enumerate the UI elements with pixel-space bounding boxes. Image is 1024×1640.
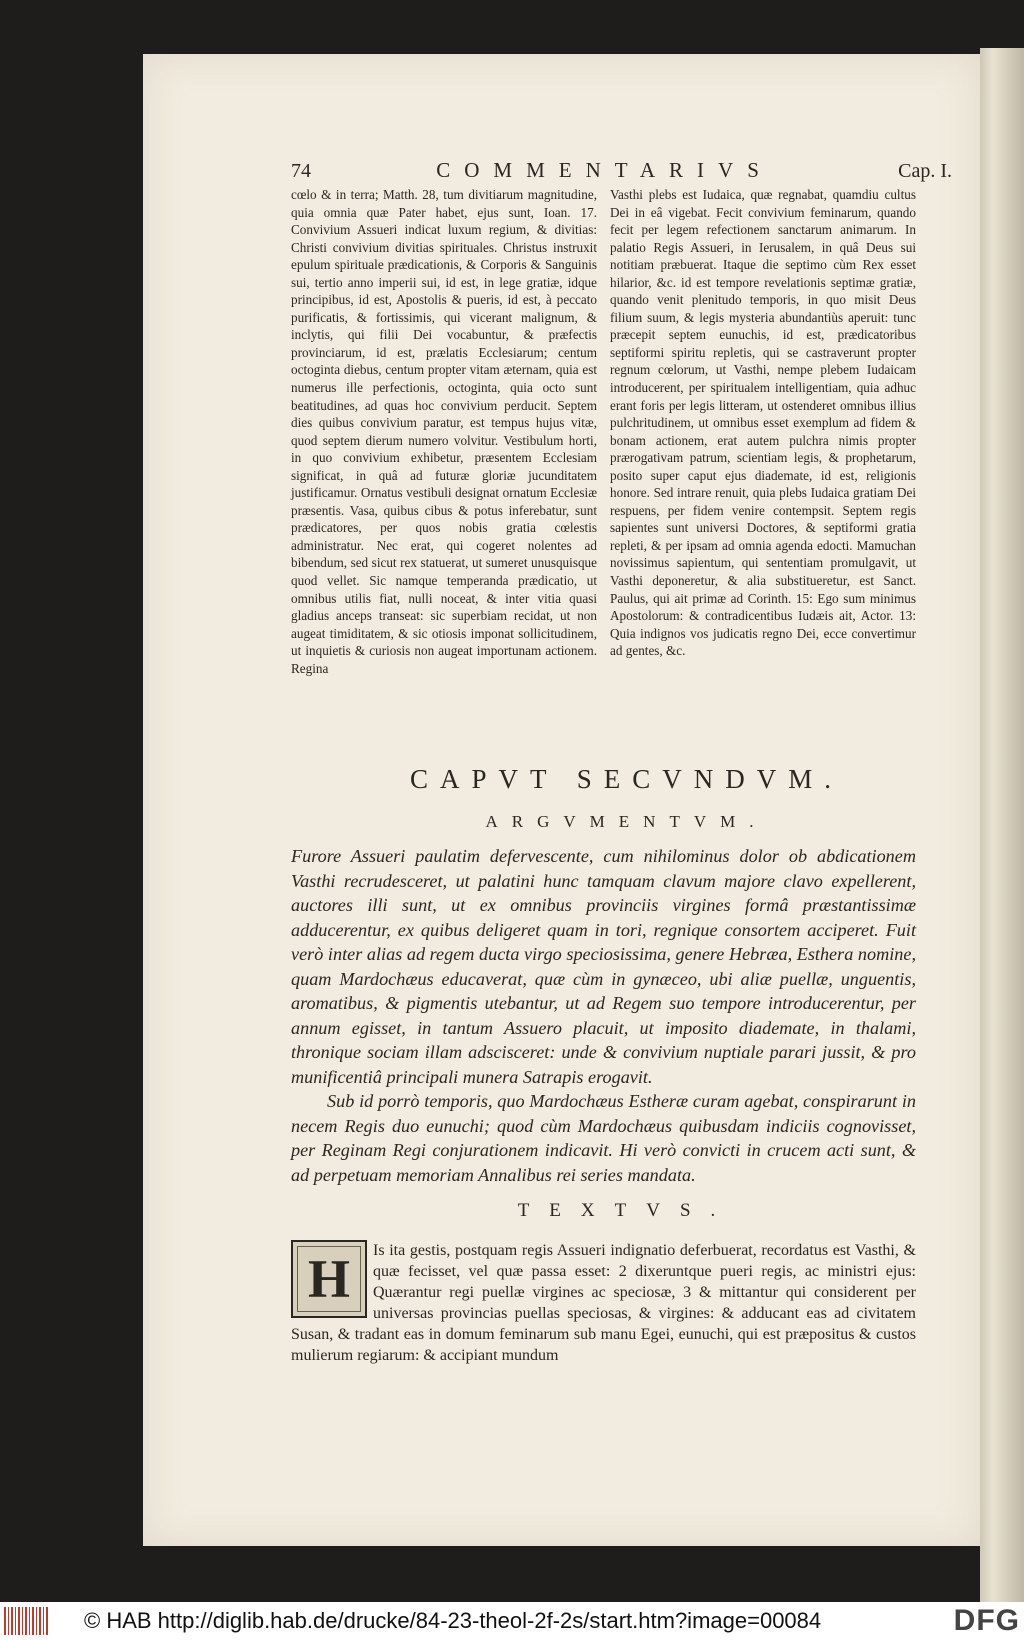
chapter-heading: CAPVT SECVNDVM.	[409, 764, 844, 794]
footer-bar	[0, 1602, 1024, 1640]
chapter-label: Cap. I.	[898, 160, 952, 182]
adjacent-page-edge	[980, 48, 1024, 1608]
two-column-commentary	[291, 186, 916, 677]
book-page	[143, 54, 980, 1546]
left-column-text: cœlo & in terra; Matth. 28, tum divitiarum magnitudine, quia omnia quæ Pater habet, ejus sunt, Ioan. 17. Convivium Assueri indicat luxum regium, & divitias: Christi convivium divitias spirituales. Christus instruxit epulum spirituale prædicationis, & Corporis & Sanguinis sui, tertio anno imperii sui, id est, in lege gratiæ, idque principibus, id est, Apostolis & pueris, id est, à peccato purificatis, & fortissimis, qui vicerant malignum, & inclytis, qui filii Dei vocabuntur, & præfectis provinciarum, id est, prælatis Ecclesiarum; centum octoginta diebus, centum propter vitam æternam, quia est numerus ille perfectionis, octoginta, quia octo sunt beatitudines, ad quas hoc convivium perducit. Septem dies quibus convivium paratur, est tempus hujus vitæ, quod septem dierum numero volvitur. Vestibulum horti, in quo convivium exhibetur, præsentem Ecclesiam significat, in quâ ad futuræ gloriæ jucunditatem justificamur. Ornatus vestibuli designat ornatum Ecclesiæ præsentis. Vasa, quibus cibus & potus inferebatur, sunt prædicatores, per quos nobis gratia cœlestis administratur. Nec erat, qui cogeret nolentes ad bibendum, sed sicut rex statuerat, ut sumeret unusquisque quod vellet. Sic namque temperanda prædicatio, ut omnibus utilis fiat, nulli noceat, & inter vitia quasi gladius anceps transeat: sic superbiam recidat, ut non augeat timiditatem, & sic otiosis imponat sollicitudinem, ut inquietis & curiosis non augeat importunam actionem. Regina	[291, 187, 597, 676]
scripture-body: Is ita gestis, postquam regis Assueri indignatio deferbuerat, recordatus est Vasthi, & quæ fecisset, vel quæ passa esset: 2 dixeruntque pueri regis, ac ministri ejus: Quærantur regi puellæ virgines ac speciosæ, 3 & mittantur qui considerent per universas provincias puellas speciosas, & virgines: & adducant eas ad civitatem Susan, & tradant eas in domum feminarum sub manu Egei, eunuchi, qui est præpositus & custos mulierum regiarum: & accipiant mundum	[291, 1242, 916, 1364]
decorated-initial	[291, 1240, 367, 1318]
argument-heading: ARGVMENTVM.	[485, 812, 768, 831]
argument-text	[291, 844, 916, 1187]
page-number: 74	[291, 160, 311, 182]
argument-paragraph-2: Sub id porrò temporis, quo Mardochæus Estheræ curam agebat, conspirarunt in necem Regis duo eunuchi; quod cùm Mardochæus quibusdam indiciis cognovisset, per Reginam Regi conjurationem indicavit. Hi verò convicti in crucem acti sunt, & ad perpetuam memoriam Annalibus rei series mandata.	[291, 1091, 916, 1185]
right-column-text: Vasthi plebs est Iudaica, quæ regnabat, quamdiu cultus Dei in eâ vigebat. Fecit convivium feminarum, quando fecit per legem refectionem sanctarum animarum. In palatio Regis Assueri, in Ierusalem, in quâ Deus sui notitiam præbuerat. Itaque die septimo cùm Rex esset hilarior, &c. id est tempore revelationis septimæ gratiæ, quando venit plenitudo temporis, in quo misit Deus filium suum, & legis mysteria abundantiùs aperuit: tunc præcepit septem eunuchis, id est, prædicatoribus septiformi spiritu repletis, qui se castraverunt propter regnum cœlorum, ut Vasthi, nempe plebem Iudaicam introducerent, per spiritualem intelligentiam, quia adhuc erant foris per legis litteram, ut ostenderet omnibus illius pulchritudinem, ut omnibus esset exemplum ad fidem & bonam actionem, erat autem pulchra nimis propter prærogativam patrum, scientiam legis, & prophetarum, posito super caput ejus diademate, id est, religionis honore. Sed intrare renuit, quia plebs Iudaica gratiam Dei respuens, per fidem venire contempsit. Septem regis sapientes sunt universi Doctores, & septiformi gratia repleti, & per ipsam ad omnia agenda edocti. Mamuchan novissimus sapientum, qui sententiam promulgavit, ut Vasthi deponeretur, & alia substitueretur, est Sanct. Paulus, qui ait primæ ad Corinth. 15: Ego sum minimus Apostolorum: & contradicentibus Iudæis ait, Actor. 13: Quia indignos vos judicatis regno Dei, ecce convertimur ad gentes, &c.	[610, 187, 916, 659]
argument-paragraph-1: Furore Assueri paulatim defervescente, cum nihilominus dolor ob abdicationem Vasthi recrudesceret, ut palatini hunc tamquam clavum majore clavo expellerent, auctores illi sunt, ut ex omnibus provinciis virgines formâ præstantissimæ adducerentur, ex quibus deligeret quam in tori, regnique consortem acciperet. Fuit verò inter alias ad regem ducta virgo speciosissima, genere Hebræa, Esthera nomine, quam Mardochæus educaverat, quæ cùm in gynæceo, ubi aliæ puellæ, unguentis, aromatibus, & pigmentis utebantur, ut ad Regem suo tempore introducerentur, per annum egisset, in tantum Assuero placuit, ut imposito diademate, in thalami, thronique sociam illam adscisceret: unde & convivium nuptiale parari jussit, & pro munificentiâ principali munera Satrapis erogavit.	[291, 846, 916, 1087]
running-title: COMMENTARIVS	[436, 158, 773, 182]
running-header	[291, 158, 952, 183]
initial-letter: H	[307, 1248, 350, 1309]
scripture-text	[291, 1240, 916, 1366]
hab-logo-icon	[4, 1607, 48, 1635]
source-url[interactable]: © HAB http://diglib.hab.de/drucke/84-23-theol-2f-2s/start.htm?image=00084	[84, 1608, 822, 1633]
dfg-logo: DFG	[953, 1604, 1020, 1637]
text-heading: TEXTVS.	[517, 1200, 736, 1221]
